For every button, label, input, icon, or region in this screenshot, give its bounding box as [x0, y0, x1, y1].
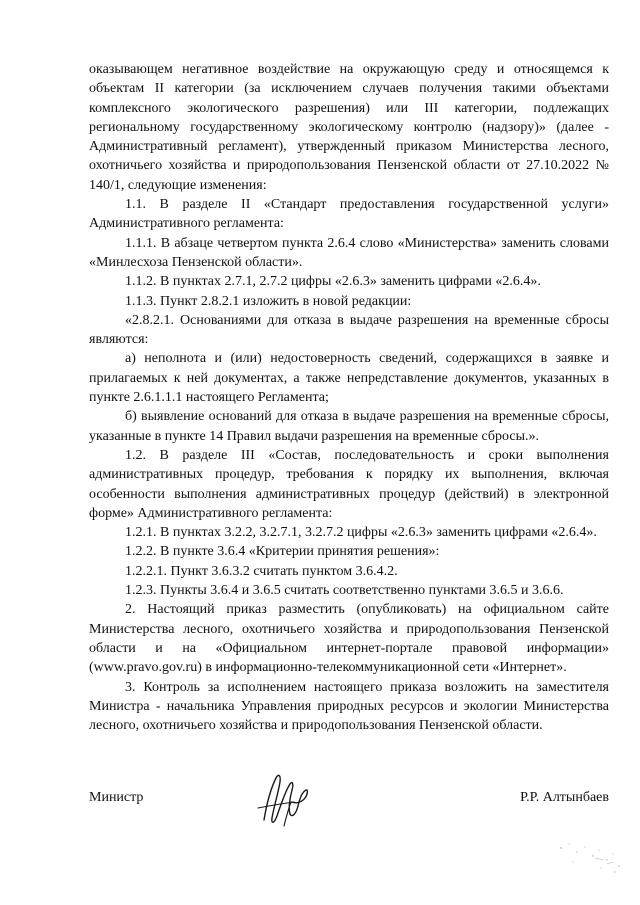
paragraph-1-2-2: 1.2.2. В пункте 3.6.4 «Критерии принятия решения»:	[125, 544, 440, 560]
paragraph-2-publication: 2. Настоящий приказ разместить (опубликовать) на официальном сайте Министерства лесного, охотничьего хозяйства и природопользования Пензенской области и на «Официальном интернет-портале правовой информации» (www.pravo.gov.ru) в информационно-телекоммуникационной сети «Интернет».	[89, 602, 609, 676]
paragraph-2-8-2-1: «2.8.2.1. Основаниями для отказа в выдаче разрешения на временные сбросы являются:	[89, 312, 609, 348]
document-body	[89, 60, 609, 735]
paragraph-item-a: а) неполнота и (или) недостоверность сведений, содержащихся в заявке и прилагаемых к ней документах, а также непредставление документов, указанных в пункте 2.6.1.1.1 настоящего Регламента;	[89, 351, 609, 406]
paragraph-1-2-2-1: 1.2.2.1. Пункт 3.6.3.2 считать пунктом 3.6.4.2.	[125, 563, 398, 579]
paragraph-1-1-2: 1.1.2. В пунктах 2.7.1, 2.7.2 цифры «2.6.3» заменить цифрами «2.6.4».	[125, 274, 541, 290]
paragraph-1-1: 1.1. В разделе II «Стандарт предоставления государственной услуги» Административного регламента:	[89, 197, 609, 232]
paragraph-1-1-3: 1.1.3. Пункт 2.8.2.1 изложить в новой редакции:	[125, 293, 412, 309]
paragraph-1-2-3: 1.2.3. Пункты 3.6.4 и 3.6.5 считать соответственно пунктами 3.6.5 и 3.6.6.	[125, 583, 564, 599]
paragraph-1-2: 1.2. В разделе III «Состав, последовательность и сроки выполнения административных процедур, требования к порядку их выполнения, включая особенности выполнения административных процедур (действий) в электронной форме» Административного регламента:	[89, 447, 609, 521]
paragraph-1-2-1: 1.2.1. В пунктах 3.2.2, 3.2.7.1, 3.2.7.2 цифры «2.6.3» заменить цифрами «2.6.4».	[125, 525, 597, 541]
paragraph-3-control: 3. Контроль за исполнением настоящего приказа возложить на заместителя Министра - начальника Управления природных ресурсов и экологии Министерства лесного, охотничьего хозяйства и природопользования Пензенской области.	[89, 679, 609, 734]
scan-speckle-marks	[555, 838, 625, 878]
signatory-name: Р.Р. Алтынбаев	[520, 790, 609, 805]
signatory-title: Министр	[89, 790, 144, 805]
paragraph-intro-continuation: оказывающем негативное воздействие на окружающую среду и относящемся к объектам II категории (за исключением случаев получения такими объектами комплексного экологического разрешения) или III категории, подлежащих региональному государственному экологическому контролю (надзору)» (далее - Административный регламент), утвержденный приказом Министерства лесного, охотничьего хозяйства и природопользования Пензенской области от 27.10.2022 № 140/1, следующие изменения:	[89, 62, 609, 193]
handwritten-signature	[250, 768, 320, 830]
paragraph-item-b: б) выявление оснований для отказа в выдаче разрешения на временные сбросы, указанные в пункте 14 Правил выдачи разрешения на временные сбросы.».	[89, 409, 609, 444]
paragraph-1-1-1: 1.1.1. В абзаце четвертом пункта 2.6.4 слово «Министерства» заменить словами «Минлесхоза Пензенской области».	[89, 235, 609, 270]
signature-row	[89, 790, 609, 814]
